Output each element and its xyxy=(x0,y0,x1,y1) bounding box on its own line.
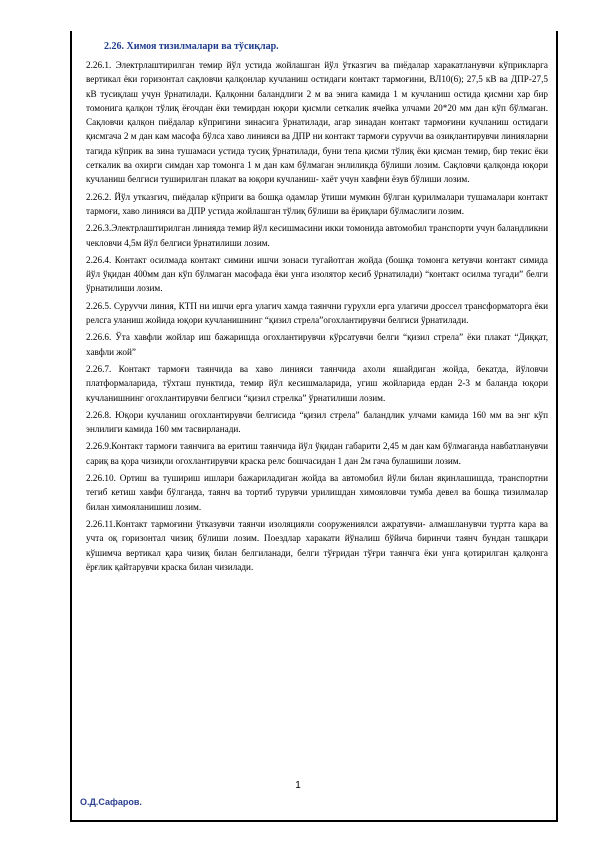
paragraph-2-26-2: 2.26.2. Йўл утказгич, пиёдалар кўприги ва бошқа одамлар ўтиши мумкин бўлган қурилмалари тушамалари контакт тармоғи, хаво линияси ва ДПР устида жойлашган тўлиқ бўлиши ва ёриқлари бўлмаслиги лозим. xyxy=(86,191,548,216)
section-title: 2.26. Химоя тизилмалари ва тўсиқлар. xyxy=(104,41,279,52)
paragraph-2-26-6: 2.26.6. Ўта хавфли жойлар иш бажаришда огохлантирувчи кўрсатувчи белги “қизил стрела” ёки плакат “Диққат, хавфли жой” xyxy=(86,332,548,357)
paragraph-2-26-7: 2.26.7. Контакт тармоғи таянчида ва хаво линияси таянчида ахоли яшайдиган жойда, бекатда, йўловчи платформаларида, тўхташ пунктида, темир йўл кесишмаларида, угиш жойларида ердан 2-3 м баланда юқори кучланишнинг огохлантирувчи белгиси “қизил стрелка” ўрнатилиши лозим. xyxy=(86,363,548,403)
paragraph-2-26-4: 2.26.4. Контакт осилмада контакт симини ишчи зонаси тугайотган жойда (бошқа томонга кетувчи контакт симида йўл ўқидан 400мм дан кўп бўлмаган масофада ёки унга изолятор кесиб ўрнатилади) “контакт осилма тугади” белги ўрнатилиши лозим. xyxy=(86,254,548,294)
paragraph-2-26-11: 2.26.11.Контакт тармоғини ўтказувчи таянчи изоляцияли сооружениялси ажратувчи- алмашланувчи туртта кара ва учта оқ горизонтал чизиқ бўлиши лозим. Поездлар харакати йўналиш бўйича биринчи таянч бундан ташқари кўшимча вертикал қара чизиқ билан белгиланади, белги тўғридан тўғри таянчга ёки унга қотирилган қалқонга ёрғлик қайтарувчи краска билан чизилади. xyxy=(86,518,548,572)
paragraph-2-26-9: 2.26.9.Контакт тармоғи таянчига ва еритиш таянчида йўл ўқидан габарити 2,45 м дан кам бўлмаганда навбатланувчи сариқ ва қора чизиқли огохлантирувчи краска релс бошчасидан 1 дан 2м гача булашиши лозим. xyxy=(86,441,548,466)
author-footer: О.Д.Сафаров. xyxy=(80,797,142,807)
paragraph-2-26-3: 2.26.3.Электрлаштирилган линияда темир йўл кесишмасини икки томонида автомобил транспорти учун баландликни чекловчи 4,5м йўл белгиси ўрнатилиши лозим. xyxy=(86,223,548,248)
paragraph-2-26-1: 2.26.1. Электрлаштирилган темир йўл устида жойлашган йўл ўтказгич ва пиёдалар харакатланувчи кўприкларга вертикал ёки горизонтал сақловчи қалқонлар кучланиш остидаги контакт тармоғини, ВЛ10(6); 27,5 кВ ва ДПР-27,5 кВ тусиқлаш учун ўрнатилади. Қалқонни баландлиги 2 м ва энига камида 1 м кучланиш остида қисмни хар бир томонига қалқон тўлиқ ёғочдан ёки темирдан юқори қисмли сеткалик ячейка улчами 20*20 мм дан кўп бўлмаган. Сақловчи қалқон пиёдалар кўпригини зинасига ўрнатилади, агар зинадан контакт тармоғини кучланиш остидаги қисмгача 2 м дан кам масофа бўлса хаво линияси ва ДПР ни контакт тармоғи суруvчи ва озиқлантирувчи линияларни тагида кўприк ва зина тушамаси устида тусиқ ўрнатилади, буни тепа қисми тўлиқ ёки қисман темир, бир текис ёки сеткалик ва охирги симдан хар томонга 1 м дан кам бўлмаган энлиликда бўлиши лозим. Сақловчи қалқонда юқори кучланиш белгиси туширилган плакат ва юқори кучланиш- хаёт учун хавфни ёзув бўлиши лозим. xyxy=(86,60,548,185)
page-number: 1 xyxy=(295,780,301,791)
paragraph-2-26-10: 2.26.10. Ортиш ва тушириш ишлари бажариладиган жойда ва автомобил йўли билан яқинлашишда, транспортни тегиб кетиш хавфи бўлганда, таянч ва тортиб турувчи урилишдан химояловчи тумба девел ва бошқа тизилмалар билан химояланишиш лозим. xyxy=(86,473,548,512)
paragraph-2-26-5: 2.26.5. Суруvчи линия, КТП ни ишчи ерга улагич хамда таянчни гурухли ерга улагичи дроссел трансформаторга ёки релсга уланиш жойида юқори кучланишнинг “қизил стрела”огохлантирувчи белгиси ўрнатилади. xyxy=(86,300,548,326)
paragraph-2-26-8: 2.26.8. Юқори кучланиш огохлантирувчи белгисида “қизил стрела” баландлик улчами камида 160 мм ва энг кўп энлилиги камида 160 мм тасвирланади. xyxy=(86,409,548,435)
document-body xyxy=(86,40,548,577)
